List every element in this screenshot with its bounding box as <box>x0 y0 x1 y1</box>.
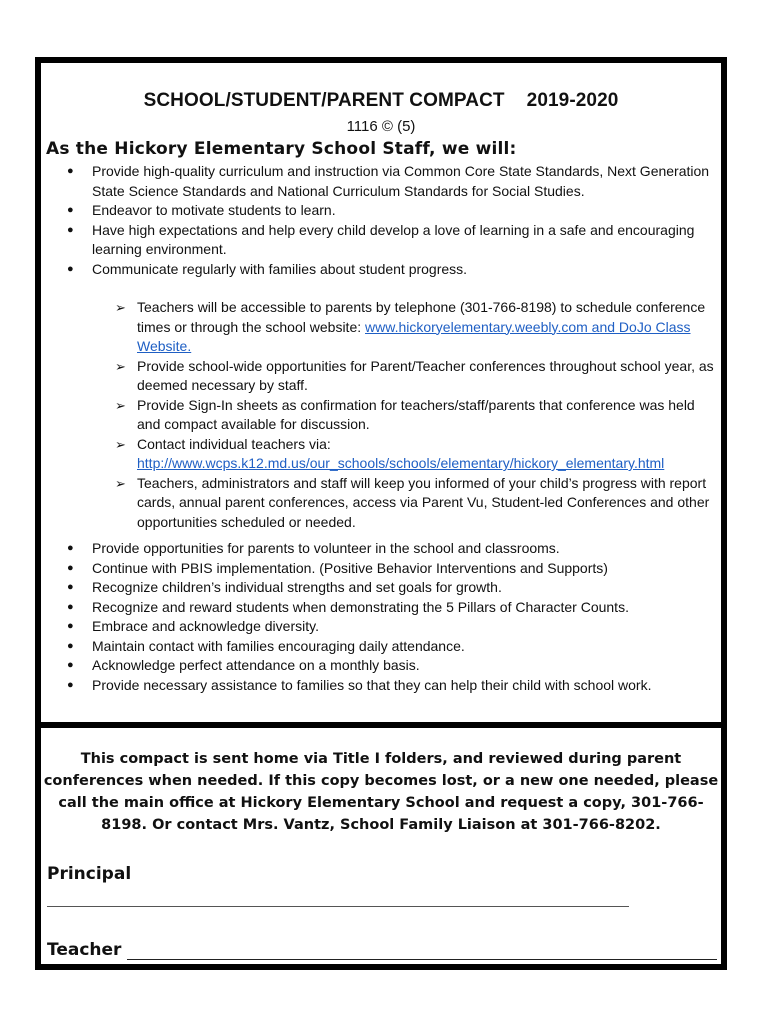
school-year: 2019-2020 <box>526 90 619 111</box>
bullet-icon: ● <box>67 262 74 275</box>
bullet-icon: ● <box>67 542 74 554</box>
arrow-bullet-icon: ➢ <box>115 475 126 491</box>
bullet-icon: ● <box>67 165 74 177</box>
school-website-link[interactable]: www.hickoryelementary.weebly.com and DoJo Class Website. <box>137 318 691 354</box>
statute-reference: 1116 © (5) <box>346 118 416 135</box>
list-item: ● Recognize and reward students when demonstrating the 5 Pillars of Character Counts. <box>41 598 721 618</box>
bullet-icon: ● <box>67 204 74 216</box>
list-item: ➢ Contact individual teachers via: http://www.wcps.k12.md.us/our_schools/schools/elementary/hickory_elementary.html <box>115 435 665 471</box>
bullet-icon: ● <box>67 659 74 671</box>
list-item: ● Acknowledge perfect attendance on a monthly basis. <box>41 656 721 676</box>
compact-notice: This compact is sent home via Title I folders, and reviewed during parent conferences when needed. If this copy becomes lost, or a new one needed, please call the main office at Hickory Elementary School and request a copy, 301-766-8198. Or contact Mrs. Vantz, School Family Liaison at 301-766-8202. <box>43 751 719 833</box>
title-text: SCHOOL/STUDENT/PARENT COMPACT <box>143 90 505 111</box>
bullet-icon: ● <box>67 223 74 236</box>
list-item: ➢ Provide Sign-In sheets as confirmation for teachers/staff/parents that conference was held and compact available for discussion. <box>115 396 695 432</box>
principal-label: Principal <box>47 864 132 884</box>
wcps-teacher-contact-link[interactable]: http://www.wcps.k12.md.us/our_schools/schools/elementary/hickory_elementary.html <box>137 455 665 471</box>
list-item: ➢ Teachers will be accessible to parents by telephone (301-766-8198) to schedule conference times or through the school website: www.hickoryelementary.weebly.com and DoJo Class Website. <box>115 299 706 354</box>
list-item: ● Recognize children’s individual strengths and set goals for growth. <box>41 578 721 598</box>
arrow-bullet-icon: ➢ <box>115 397 126 413</box>
list-item: ● Provide high-quality curriculum and instruction via Common Core State Standards, Next Generation State Science Standards and National Curriculum Standards for Social Studies. <box>67 163 710 199</box>
teacher-label: Teacher <box>47 940 122 960</box>
list-item: ➢ Provide school-wide opportunities for Parent/Teacher conferences throughout school year, as deemed necessary by staff. <box>115 357 714 393</box>
bullet-icon: ● <box>67 561 74 574</box>
bullet-icon: ● <box>67 600 74 613</box>
bullet-icon: ● <box>67 620 74 632</box>
principal-signature-line[interactable] <box>47 906 629 907</box>
additional-commitments-list <box>41 539 721 695</box>
bullet-icon: ● <box>67 639 74 652</box>
arrow-bullet-icon: ➢ <box>115 436 126 452</box>
list-item: ● Communicate regularly with families about student progress. <box>41 260 721 280</box>
list-item: ● Embrace and acknowledge diversity. <box>41 617 721 637</box>
page-title <box>41 90 721 112</box>
bullet-icon: ● <box>67 678 74 691</box>
list-item: ● Maintain contact with families encouraging daily attendance. <box>41 637 721 657</box>
section-heading: As the Hickory Elementary School Staff, we will: <box>46 139 517 159</box>
staff-commitments-section <box>41 63 721 722</box>
notice-and-signatures-section <box>41 728 721 964</box>
bullet-icon: ● <box>67 581 74 593</box>
arrow-bullet-icon: ➢ <box>115 358 126 374</box>
list-item: ● Have high expectations and help every child develop a love of learning in a safe and encouraging learning environment. <box>67 221 695 257</box>
communication-sublist <box>41 298 721 532</box>
list-item: ● Provide opportunities for parents to volunteer in the school and classrooms. <box>41 539 721 559</box>
list-item: ● Endeavor to motivate students to learn. <box>41 201 721 221</box>
list-item: ➢ Teachers, administrators and staff will keep you informed of your child’s progress with report cards, annual parent conferences, access via Parent Vu, Student-led Conferences and other opportunities scheduled or needed. <box>115 474 710 530</box>
teacher-signature-line[interactable] <box>127 959 717 960</box>
staff-commitments-list <box>41 162 721 279</box>
list-item: ● Continue with PBIS implementation. (Positive Behavior Interventions and Supports) <box>41 559 721 579</box>
list-item: ● Provide necessary assistance to families so that they can help their child with school work. <box>41 676 721 696</box>
arrow-bullet-icon: ➢ <box>115 300 126 315</box>
